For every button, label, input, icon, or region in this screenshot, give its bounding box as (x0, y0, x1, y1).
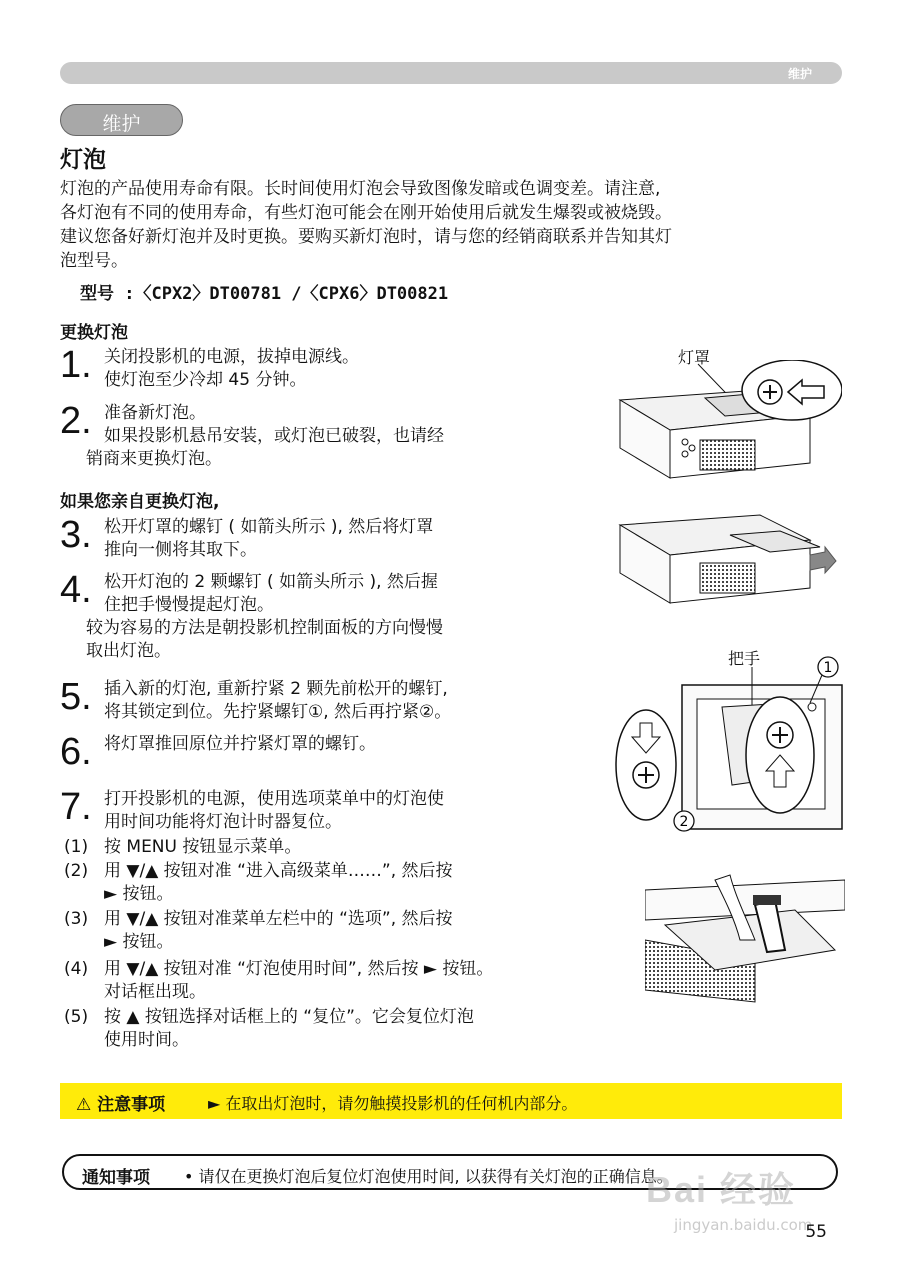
substep-line: 按 ▲ 按钮选择对话框上的 “复位”。它会复位灯泡 (104, 1007, 474, 1027)
step-line: 使灯泡至少冷却 45 分钟。 (104, 370, 307, 390)
step-number: 3. (60, 514, 92, 556)
step-number: 2. (60, 400, 92, 442)
step-line: 较为容易的方法是朝投影机控制面板的方向慢慢 (86, 618, 443, 638)
substep-text (104, 958, 493, 1004)
step-number: 1. (60, 344, 92, 386)
step-text (104, 516, 433, 562)
handle-label: 把手 (728, 649, 761, 668)
watermark-url: jingyan.baidu.com (674, 1216, 813, 1234)
step-line: 关闭投影机的电源，拔掉电源线。 (104, 347, 359, 367)
substep-text (104, 908, 453, 954)
caution-label: ⚠ 注意事项 (76, 1095, 166, 1115)
screw-1-label: 1 (823, 660, 833, 676)
intro-line: 建议您备好新灯泡并及时更换。要购买新灯泡时，请与您的经销商联系并告知其灯 (60, 227, 672, 247)
substep-line: 对话框出现。 (104, 982, 206, 1002)
step-line: 推向一侧将其取下。 (104, 540, 257, 560)
watermark-logo: Bai 经验 (646, 1169, 797, 1210)
step-number: 4. (60, 569, 92, 611)
step-line: 住把手慢慢提起灯泡。 (104, 595, 274, 615)
step-text (86, 402, 444, 471)
step-text (86, 571, 443, 663)
substep-number: (5) (64, 1007, 89, 1027)
substep-line: 使用时间。 (104, 1030, 189, 1050)
substep-text: 按 MENU 按钮显示菜单。 (104, 837, 302, 857)
substep-line: 用 ▼/▲ 按钮对准菜单左栏中的 “选项”, 然后按 (104, 909, 453, 929)
substep-number: (3) (64, 909, 89, 929)
substep-line: ► 按钮。 (104, 932, 174, 952)
lamp-lift-figure (645, 870, 845, 1005)
caution-bar (60, 1083, 842, 1119)
lamp-cover-label: 灯罩 (678, 348, 711, 367)
page-number: 55 (805, 1222, 827, 1242)
substep-line: 用 ▼/▲ 按钮对准 “进入高级菜单……”, 然后按 (104, 861, 453, 881)
step-line: 如果投影机悬吊安装，或灯泡已破裂，也请经 (104, 426, 444, 446)
model-line: 型号 :〈CPX2〉DT00781 /〈CPX6〉DT00821 (80, 284, 449, 304)
step-line: 松开灯罩的螺钉 ( 如箭头所示 ), 然后将灯罩 (104, 517, 434, 537)
page-title: 灯泡 (60, 147, 106, 173)
step-text (104, 733, 376, 756)
step-number: 7. (60, 786, 92, 828)
step-line: 用时间功能将灯泡计时器复位。 (104, 812, 342, 832)
substep-line: 用 ▼/▲ 按钮对准 “灯泡使用时间”, 然后按 ► 按钮。 (104, 959, 494, 979)
screw-2-label: 2 (679, 814, 689, 830)
intro-line: 各灯泡有不同的使用寿命，有些灯泡可能会在刚开始使用后就发生爆裂或被烧毁。 (60, 203, 672, 223)
step-number: 6. (60, 731, 92, 773)
caution-text: ► 在取出灯泡时，请勿触摸投影机的任何机内部分。 (208, 1094, 578, 1113)
section-pill-label: 维护 (102, 113, 141, 135)
projector-lamp-cover-figure (610, 360, 842, 500)
step-text (104, 678, 451, 724)
substep-number: (1) (64, 837, 89, 857)
substep-number: (4) (64, 959, 89, 979)
header-bar (60, 62, 842, 84)
notice-text: • 请仅在更换灯泡后复位灯泡使用时间, 以获得有关灯泡的正确信息。 (184, 1167, 673, 1186)
projector-cover-removal-figure (610, 505, 842, 615)
header-section-label: 维护 (787, 67, 812, 81)
intro-paragraph (60, 177, 850, 273)
replace-heading: 更换灯泡 (60, 323, 128, 343)
step-number: 5. (60, 676, 92, 718)
intro-line: 灯泡的产品使用寿命有限。长时间使用灯泡会导致图像发暗或色调变差。请注意, (60, 179, 661, 199)
step-text (104, 788, 444, 834)
notice-label: 通知事项 (82, 1168, 150, 1188)
step-line: 松开灯泡的 2 颗螺钉 ( 如箭头所示 ), 然后握 (104, 572, 438, 592)
step-line: 准备新灯泡。 (104, 403, 206, 423)
substep-text (104, 860, 453, 906)
step-line: 销商来更换灯泡。 (86, 449, 222, 469)
step-text (104, 346, 359, 392)
step-line: 打开投影机的电源，使用选项菜单中的灯泡使 (104, 789, 444, 809)
step-line: 取出灯泡。 (86, 641, 171, 661)
section-pill (60, 104, 183, 136)
lamp-screws-figure (612, 655, 848, 837)
substep-text (104, 1006, 474, 1052)
step-line: 将灯罩推回原位并拧紧灯罩的螺钉。 (104, 734, 376, 754)
self-replace-heading: 如果您亲自更换灯泡, (60, 492, 220, 512)
substep-line: ► 按钮。 (104, 884, 174, 904)
intro-line: 泡型号。 (60, 251, 128, 271)
substep-number: (2) (64, 861, 89, 881)
step-line: 将其锁定到位。先拧紧螺钉①, 然后再拧紧②。 (104, 702, 452, 722)
step-line: 插入新的灯泡, 重新拧紧 2 颗先前松开的螺钉, (104, 679, 448, 699)
